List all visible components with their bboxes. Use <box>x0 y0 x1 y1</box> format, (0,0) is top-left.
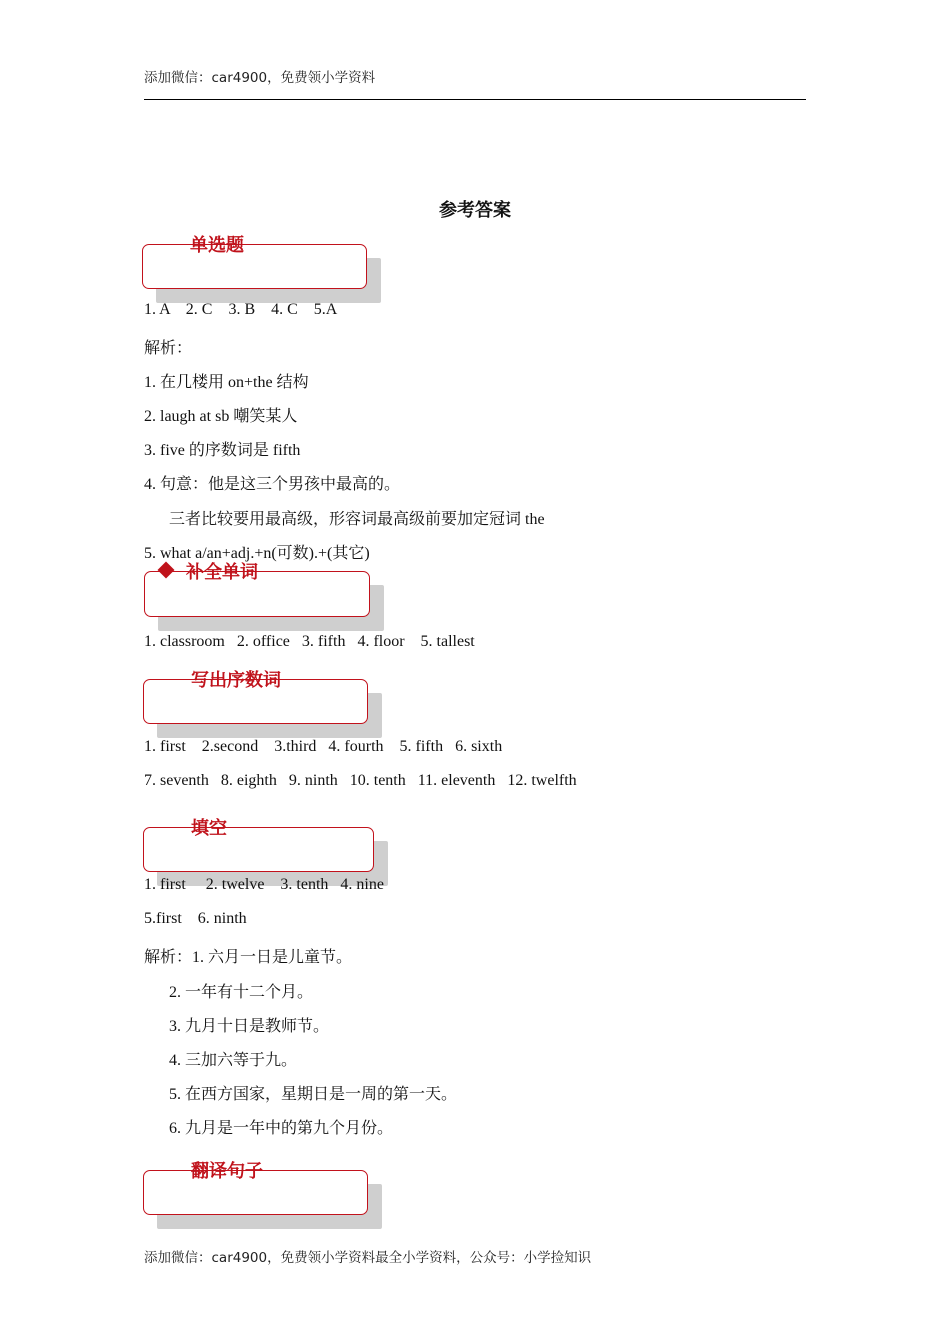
section-label: 写出序数词 <box>191 670 281 691</box>
answer-line: 3. five 的序数词是 fifth <box>144 442 301 459</box>
answer-line: 2. 一年有十二个月。 <box>169 984 314 1001</box>
answer-line: 三者比较要用最高级，形容词最高级前要加定冠词 the <box>169 511 545 528</box>
answer-line: 2. laugh at sb 嘲笑某人 <box>144 408 298 425</box>
section-label: 单选题 <box>190 235 244 256</box>
page-title: 参考答案 <box>439 200 511 221</box>
answer-line: 5.first 6. ninth <box>144 910 247 927</box>
answer-line: 1. first 2.second 3.third 4. fourth 5. fifth 6. sixth <box>144 738 503 755</box>
answer-line: 5. what a/an+adj.+n(可数).+(其它) <box>144 545 370 562</box>
header-rule <box>144 99 806 100</box>
answer-line: 1. A 2. C 3. B 4. C 5.A <box>144 301 338 318</box>
answer-line: 4. 句意：他是这三个男孩中最高的。 <box>144 476 401 493</box>
answer-line: 1. first 2. twelve 3. tenth 4. nine <box>144 876 384 893</box>
answer-line: 7. seventh 8. eighth 9. ninth 10. tenth 11. eleventh 12. twelfth <box>144 772 577 789</box>
page-footer: 添加微信：car4900，免费领小学资料最全小学资料，公众号：小学捡知识 <box>144 1250 592 1266</box>
answer-line: 6. 九月是一年中的第九个月份。 <box>169 1120 394 1137</box>
answer-line: 1. 在几楼用 on+the 结构 <box>144 374 309 391</box>
section-label: 翻译句子 <box>191 1161 263 1182</box>
page-header: 添加微信：car4900，免费领小学资料 <box>144 70 376 86</box>
answer-line: 3. 九月十日是教师节。 <box>169 1018 330 1035</box>
section-label: 补全单词 <box>186 562 258 583</box>
answer-line: 4. 三加六等于九。 <box>169 1052 298 1069</box>
answer-line: 解析：1. 六月一日是儿童节。 <box>144 949 353 966</box>
answer-line: 1. classroom 2. office 3. fifth 4. floor 5. tallest <box>144 633 475 650</box>
answer-line: 解析： <box>144 340 193 357</box>
section-label: 填空 <box>191 818 227 839</box>
answer-line: 5. 在西方国家，星期日是一周的第一天。 <box>169 1086 458 1103</box>
diamond-bullet-icon <box>158 562 175 579</box>
